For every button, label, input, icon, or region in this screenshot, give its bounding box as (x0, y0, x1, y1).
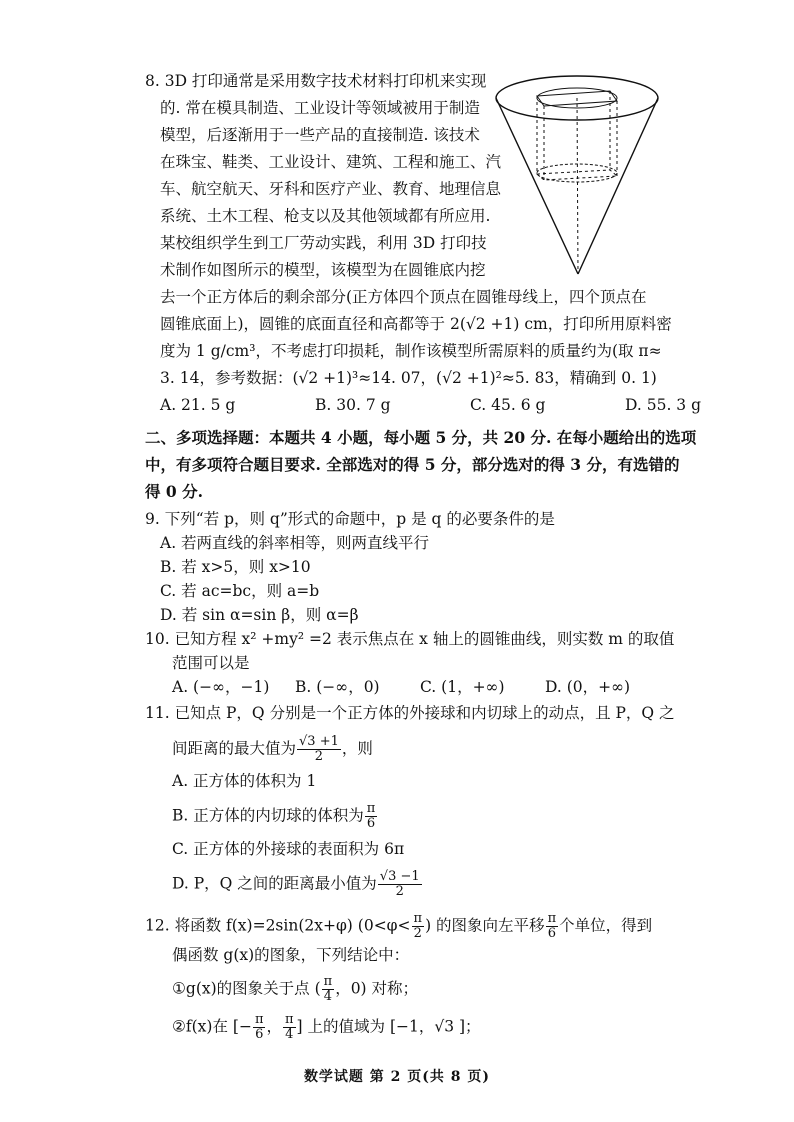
q9-option-b: B. 若 x>5，则 x>10 (160, 558, 311, 576)
fraction-numerator: π (285, 1012, 294, 1027)
q11-stem: 11. 已知点 P，Q 分别是一个正方体的外接球和内切球上的动点，且 P，Q 之 (145, 704, 675, 722)
q10-option-d: D. (0，+∞) (545, 678, 631, 696)
q9-stem: 9. 下列“若 p，则 q”形式的命题中，p 是 q 的必要条件的是 (145, 510, 555, 528)
q12-statement-2-mid: ， (266, 1017, 282, 1036)
q12-statement-2-fraction-1 (253, 1013, 266, 1042)
fraction-denominator: 4 (285, 1027, 294, 1042)
page-footer: 数学试题 第 2 页(共 8 页) (303, 1069, 491, 1085)
q12-statement-2-fraction-2 (283, 1013, 296, 1042)
q11-stem-2-pre: 间距离的最大值为 (172, 739, 297, 758)
fraction-denominator: 6 (547, 926, 556, 941)
q12-statement-1-pre: ①g(x)的图象关于点 ( (172, 979, 321, 998)
section2-line-3: 得 0 分. (145, 482, 203, 501)
q11-option-a: A. 正方体的体积为 1 (172, 772, 317, 790)
q8-line-10: 圆锥底面上)，圆锥的底面直径和高都等于 2(√2 +1) cm，打印所用原料密 (160, 315, 672, 333)
fraction-denominator: 4 (323, 989, 333, 1004)
q12-line-1-post: 个单位，得到 (559, 916, 653, 935)
fraction-numerator: π (323, 974, 333, 989)
q8-line-8: 术制作如图所示的模型，该模型为在圆锥底内挖 (160, 261, 486, 279)
fraction-denominator: 6 (255, 1027, 264, 1042)
cone-with-cube-figure (492, 68, 662, 283)
q12-shift-fraction (546, 912, 559, 941)
q12-line-2: 偶函数 g(x)的图象，下列结论中： (172, 946, 410, 964)
fraction-numerator: √3 −1 (379, 869, 420, 884)
q11-option-d (172, 870, 423, 899)
section2-line-2: 中，有多项符合题目要求. 全部选对的得 5 分，部分选对的得 3 分，有选错的 (145, 455, 680, 474)
q8-line-9: 去一个正方体后的剩余部分(正方体四个顶点在圆锥母线上，四个顶点在 (160, 288, 647, 306)
q8-line-7: 某校组织学生到工厂劳动实践，利用 3D 打印技 (160, 234, 487, 252)
fraction-numerator: π (366, 801, 376, 816)
q8-line-4: 在珠宝、鞋类、工业设计、建筑、工程和施工、汽 (160, 153, 502, 171)
q8-line-1: 8. 3D 打印通常是采用数字技术材料打印机来实现 (145, 72, 487, 90)
q9-option-a: A. 若两直线的斜率相等，则两直线平行 (160, 534, 430, 552)
q11-stem-2-post: ，则 (341, 739, 373, 758)
q12-line-1-mid: ) 的图象向左平移 (425, 916, 545, 935)
q11-option-b-fraction (365, 802, 378, 831)
q11-option-c: C. 正方体的外接球的表面积为 6π (172, 840, 405, 858)
q12-line-1-pre: 12. 将函数 f(x)=2sin(2x+φ) (0<φ< (145, 916, 411, 935)
q10-stem-2: 范围可以是 (172, 654, 250, 672)
fraction-denominator: 2 (314, 749, 324, 764)
q8-line-5: 车、航空航天、牙科和医疗产业、教育、地理信息 (160, 180, 502, 198)
section2-line-1: 二、多项选择题：本题共 4 小题，每小题 5 分，共 20 分. 在每小题给出的选项 (145, 428, 697, 447)
q12-statement-1-post: ，0) 对称； (335, 979, 419, 998)
q12-statement-1-fraction (322, 975, 335, 1004)
q11-stem-2 (172, 735, 373, 764)
q12-statement-2 (172, 1013, 481, 1042)
fraction-numerator: √3 +1 (299, 734, 339, 749)
q8-line-2: 的. 常在模具制造、工业设计等领域被用于制造 (160, 99, 480, 117)
q9-option-c: C. 若 ac=bc，则 a=b (160, 582, 320, 600)
q10-stem: 10. 已知方程 x² +my² =2 表示焦点在 x 轴上的圆锥曲线，则实数 m 的取值 (145, 630, 675, 648)
q12-statement-2-pre: ②f(x)在 [− (172, 1017, 252, 1036)
q8-line-3: 模型，后逐渐用于一些产品的直接制造. 该技术 (160, 126, 480, 144)
q8-option-d: D. 55. 3 g (625, 396, 702, 414)
fraction-numerator: π (254, 1012, 264, 1027)
q11-max-distance-fraction (297, 735, 341, 764)
q8-option-a: A. 21. 5 g (160, 396, 236, 414)
q8-line-6: 系统、土木工程、枪支以及其他领域都有所应用. (160, 207, 491, 225)
q12-statement-1 (172, 975, 418, 1004)
q12-statement-2-post: ] 上的值域为 [−1，√3 ]； (296, 1017, 481, 1036)
q10-option-a: A. (−∞，−1) (172, 678, 270, 696)
q8-option-b: B. 30. 7 g (315, 396, 391, 414)
fraction-denominator: 6 (366, 816, 376, 831)
q11-option-d-fraction (378, 870, 422, 899)
q11-option-b (172, 802, 378, 831)
fraction-numerator: π (413, 911, 423, 926)
q12-phi-bound-fraction (412, 912, 425, 941)
q8-option-c: C. 45. 6 g (470, 396, 546, 414)
q11-option-b-text: B. 正方体的内切球的体积为 (172, 806, 364, 825)
q9-option-d: D. 若 sin α=sin β，则 α=β (160, 606, 359, 624)
fraction-denominator: 2 (413, 926, 422, 941)
q8-line-12: 3. 14，参考数据：(√2 +1)³≈14. 07，(√2 +1)²≈5. 83，精确到 0. 1) (160, 369, 657, 387)
fraction-numerator: π (547, 911, 557, 926)
q10-option-c: C. (1，+∞) (420, 678, 505, 696)
q8-line-11: 度为 1 g/cm³，不考虑打印损耗，制作该模型所需原料的质量约为(取 π≈ (160, 342, 662, 360)
q11-option-d-text: D. P，Q 之间的距离最小值为 (172, 874, 377, 893)
q12-line-1 (145, 912, 652, 941)
fraction-denominator: 2 (395, 884, 404, 899)
q10-option-b: B. (−∞，0) (295, 678, 380, 696)
